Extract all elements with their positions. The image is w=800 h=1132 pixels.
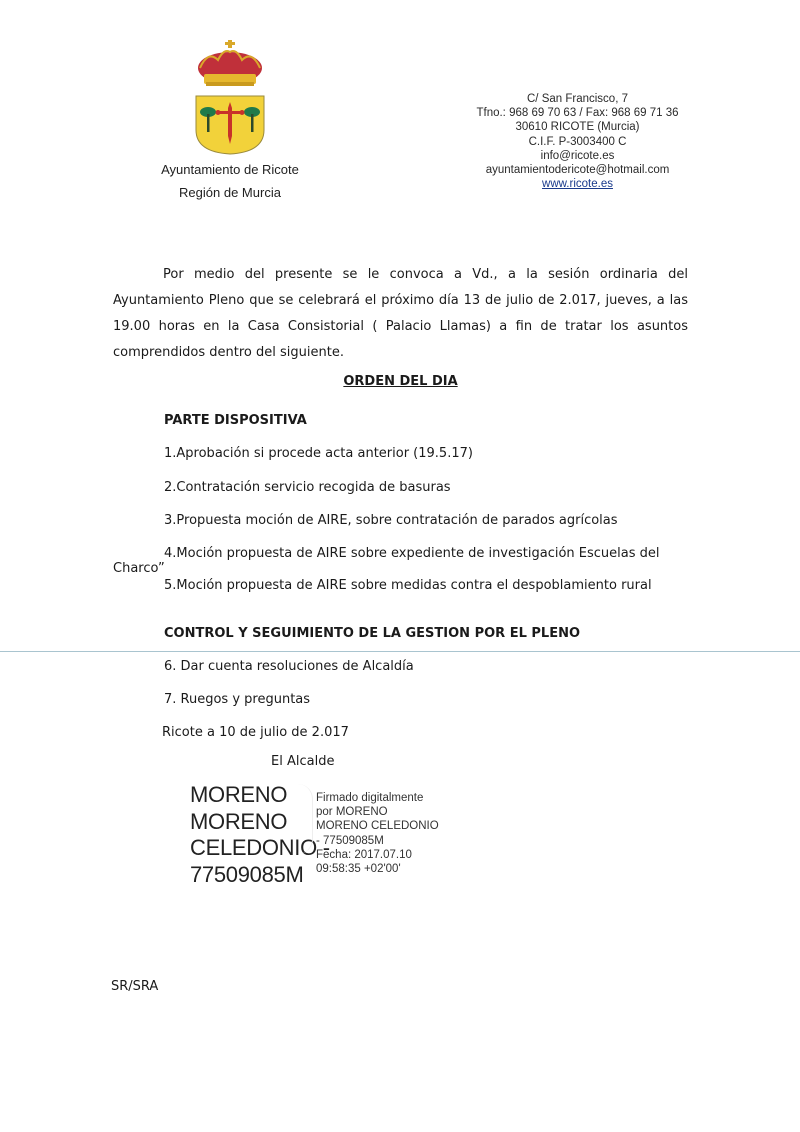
signature-watermark-icon bbox=[298, 784, 313, 854]
signature-detail-line: Fecha: 2017.07.10 bbox=[316, 848, 412, 861]
place-date: Ricote a 10 de julio de 2.017 bbox=[162, 725, 349, 740]
region-name: Región de Murcia bbox=[179, 185, 281, 200]
agenda-item: 4.Moción propuesta de AIRE sobre expediente de investigación Escuelas del bbox=[164, 546, 660, 561]
signature-name-line: MORENO bbox=[190, 782, 288, 807]
signature-detail-line: por MORENO bbox=[316, 806, 388, 819]
signer-title: El Alcalde bbox=[271, 754, 335, 769]
address-block bbox=[470, 92, 685, 191]
intro-text: Por medio del presente se le convoca a Vd., a la sesión ordinaria del Ayuntamiento Pleno que se celebrará el próximo día 13 de julio de 2.017, jueves, a las 19.00 horas en la Casa Consistorial ( Palacio Llamas) a fin de tratar los asuntos comprendidos dentro del siguiente. bbox=[113, 267, 688, 360]
org-name: Ayuntamiento de Ricote bbox=[161, 162, 299, 177]
shield-icon bbox=[196, 96, 264, 154]
address-email-hotmail: ayuntamientodericote@hotmail.com bbox=[485, 164, 670, 177]
signature-detail-line: Firmado digitalmente bbox=[316, 792, 424, 804]
section-title-parte-dispositiva: PARTE DISPOSITIVA bbox=[164, 413, 307, 428]
agenda-title: ORDEN DEL DIA bbox=[343, 374, 458, 389]
divider bbox=[0, 651, 800, 652]
agenda-item: 3.Propuesta moción de AIRE, sobre contratación de parados agrícolas bbox=[164, 513, 618, 528]
coat-of-arms-icon bbox=[190, 38, 270, 156]
signature-details bbox=[316, 791, 439, 876]
address-city: 30610 RICOTE (Murcia) bbox=[515, 121, 640, 134]
signature-name-line: MORENO bbox=[190, 808, 288, 834]
address-cif: C.I.F. P-3003400 C bbox=[528, 135, 627, 148]
address-street: C/ San Francisco, 7 bbox=[527, 93, 628, 105]
intro-paragraph bbox=[113, 262, 688, 366]
agenda-item: 5.Moción propuesta de AIRE sobre medidas contra el despoblamiento rural bbox=[164, 578, 652, 593]
agenda-item: 6. Dar cuenta resoluciones de Alcaldía bbox=[164, 659, 414, 674]
address-email-info: info@ricote.es bbox=[540, 149, 615, 162]
agenda-item-continuation: Charco” bbox=[113, 561, 165, 576]
address-phone-fax: Tfno.: 968 69 70 63 / Fax: 968 69 71 36 bbox=[476, 107, 679, 120]
section-title-control: CONTROL Y SEGUIMIENTO DE LA GESTION POR EL PLENO bbox=[164, 626, 581, 641]
signature-detail-line: MORENO CELEDONIO bbox=[316, 820, 439, 833]
agenda-item: 1.Aprobación si procede acta anterior (19.5.17) bbox=[164, 446, 473, 461]
recipient: SR/SRA bbox=[111, 979, 159, 994]
website-link[interactable]: www.ricote.es bbox=[542, 178, 613, 191]
agenda-item: 2.Contratación servicio recogida de basuras bbox=[164, 480, 451, 495]
crown-icon bbox=[198, 40, 262, 86]
signature-detail-line: 09:58:35 +02'00' bbox=[316, 863, 401, 876]
agenda-item: 7. Ruegos y preguntas bbox=[164, 692, 311, 707]
signature-name-line: 77509085M bbox=[190, 861, 304, 887]
signature-name-line: CELEDONIO - bbox=[190, 835, 330, 860]
signature-detail-line: - 77509085M bbox=[316, 834, 384, 847]
